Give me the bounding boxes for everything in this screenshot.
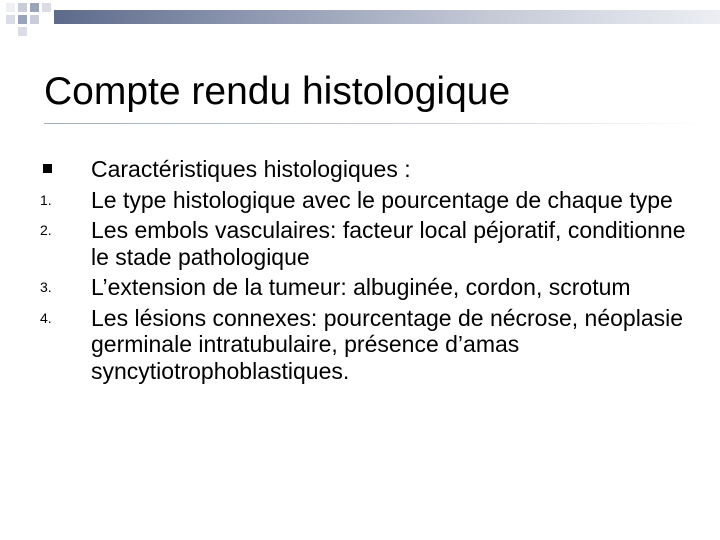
bullet-text: Caractéristiques histologiques : [91, 156, 411, 182]
numbered-item [40, 187, 700, 214]
bullet-item [40, 156, 700, 183]
item-number: 2. [40, 222, 52, 238]
title-divider [44, 123, 704, 124]
numbered-item [40, 217, 700, 270]
decor-square [18, 3, 27, 12]
item-text: Le type histologique avec le pourcentage de chaque type [91, 186, 673, 213]
decor-square [30, 15, 39, 24]
decor-square [42, 3, 51, 12]
numbered-item [40, 274, 700, 301]
header-gradient-bar [54, 10, 720, 24]
slide-title: Compte rendu histologique [44, 70, 511, 113]
decor-square [18, 15, 27, 24]
decor-square [18, 27, 27, 36]
decor-square [30, 3, 39, 12]
item-number: 4. [40, 309, 52, 326]
item-text: Les embols vasculaires: facteur local péjoratif, conditionne le stade pathologique [91, 217, 686, 270]
slide-body [40, 156, 700, 388]
item-number: 3. [40, 279, 52, 295]
numbered-item [40, 305, 700, 385]
item-text: L’extension de la tumeur: albuginée, cordon, scrotum [91, 274, 631, 300]
bullet-marker [40, 156, 91, 183]
square-bullet-icon [43, 164, 52, 173]
decor-square [6, 15, 15, 24]
item-number: 1. [40, 191, 52, 208]
decor-square [6, 3, 15, 12]
item-text: Les lésions connexes: pourcentage de nécrose, néoplasie germinale intratubulaire, présence d’amas syncytiotrophoblastiques. [91, 304, 684, 384]
